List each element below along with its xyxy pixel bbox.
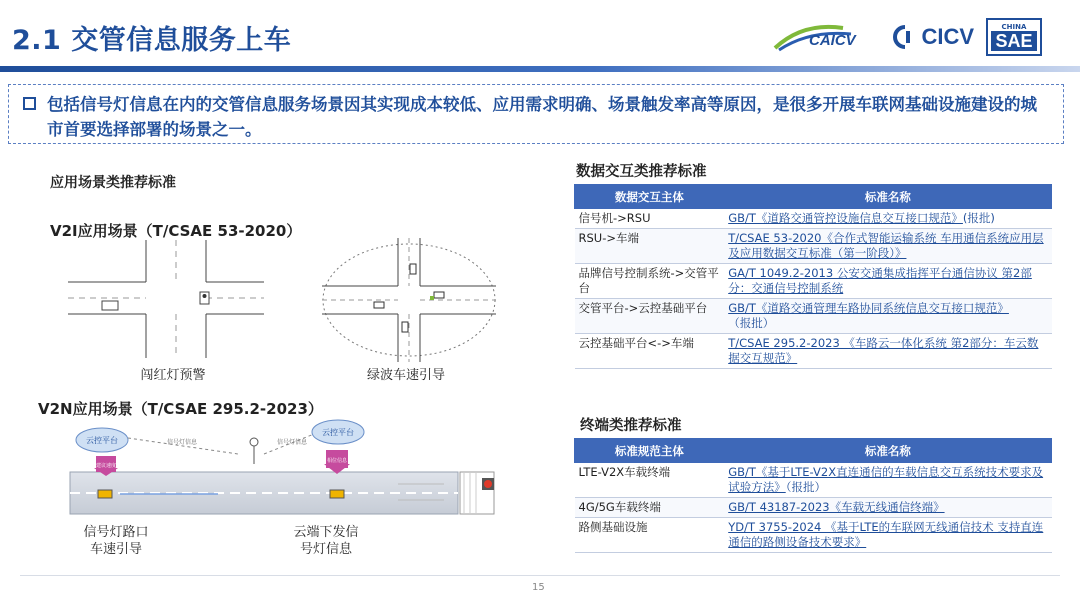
standard-cell — [724, 264, 1051, 299]
column-header: 数据交互主体 — [575, 185, 725, 209]
subject-cell: RSU->车端 — [575, 229, 725, 264]
subject-cell: 云控基础平台<->车端 — [575, 334, 725, 369]
standard-cell — [724, 518, 1051, 553]
data-standards-table — [574, 184, 1052, 369]
scene-caption: 云端下发信 号灯信息 — [293, 525, 359, 557]
svg-text:CAICV: CAICV — [809, 32, 857, 49]
application-standards-heading: 应用场景类推荐标准 — [50, 175, 176, 191]
table-row — [575, 463, 1052, 498]
subject-cell: 品牌信号控制系统->交管平台 — [575, 264, 725, 299]
scene-caption: 绿波车速引导 — [366, 368, 445, 383]
intro-callout — [8, 84, 1064, 144]
table-header-row — [575, 439, 1052, 463]
table-row — [575, 229, 1052, 264]
green-wave-diagram — [318, 238, 500, 362]
square-bullet-icon — [23, 97, 36, 110]
standard-cell — [724, 498, 1051, 518]
footer-divider — [20, 575, 1060, 576]
standard-cell — [724, 463, 1051, 498]
cloud-label-left: 云控平台 — [86, 436, 118, 445]
table-header-row — [575, 185, 1052, 209]
status-note: （报批） — [728, 316, 775, 330]
standard-cell — [724, 299, 1051, 334]
standard-link[interactable]: GB/T 43187-2023《车载无线通信终端》 — [728, 500, 945, 514]
terminal-standards-heading: 终端类推荐标准 — [580, 418, 682, 434]
v2i-heading: V2I应用场景（T/CSAE 53-2020） — [50, 222, 302, 240]
column-header: 标准名称 — [724, 185, 1051, 209]
signal-info-label-left: 信号灯信息 — [166, 439, 198, 446]
standard-link[interactable]: GA/T 1049.2-2013 公安交通集成指挥平台通信协议 第2部分：交通信号控制系统 — [728, 266, 1032, 295]
status-note: （报批） — [785, 480, 826, 494]
terminal-standards-table — [574, 438, 1052, 553]
china-sae-logo: CHINA SAE — [986, 18, 1042, 56]
standard-link[interactable]: GB/T《道路交通管理车路协同系统信息交互接口规范》 — [728, 301, 1009, 315]
intro-text: 包括信号灯信息在内的交管信息服务场景因其实现成本较低、应用需求明确、场景触发率高等原因，是很多开展车联网基础设施建设的城市首要选择部署的场景之一。 — [47, 95, 1037, 139]
subject-cell: LTE-V2X车载终端 — [575, 463, 725, 498]
table-row — [575, 518, 1052, 553]
table-row — [575, 498, 1052, 518]
scene-caption: 信号灯路口 车速引导 — [83, 525, 149, 557]
subject-cell: 交管平台->云控基础平台 — [575, 299, 725, 334]
status-note: (报批) — [962, 211, 995, 225]
page-title: 2.1 交管信息服务上车 — [12, 25, 292, 56]
cicv-mark-icon — [893, 25, 917, 49]
v2n-cloud-signal-diagram — [68, 418, 500, 520]
red-light-warning-diagram — [68, 240, 264, 358]
scene-caption: 闯红灯预警 — [140, 368, 206, 383]
header-divider-bar — [0, 66, 1080, 72]
signal-info-label-right: 信号灯信息 — [276, 439, 308, 446]
alert-label-left: 建议速度 — [95, 463, 117, 469]
cicv-logo: CICV — [893, 24, 974, 50]
standard-link[interactable]: GB/T《基于LTE-V2X直连通信的车载信息交互系统技术要求及试验方法》 — [728, 465, 1044, 494]
standard-cell — [724, 334, 1051, 369]
subject-cell: 4G/5G车载终端 — [575, 498, 725, 518]
standard-link[interactable]: T/CSAE 53-2020《合作式智能运输系统 车用通信系统应用层及应用数据交互标准（第一阶段）》 — [728, 231, 1044, 260]
table-row — [575, 334, 1052, 369]
table-row — [575, 264, 1052, 299]
standard-cell — [724, 229, 1051, 264]
standard-link[interactable]: GB/T《道路交通管控设施信息交互接口规范》 — [728, 211, 963, 225]
data-standards-heading: 数据交互类推荐标准 — [576, 164, 707, 180]
table-row — [575, 299, 1052, 334]
standard-link[interactable]: T/CSAE 295.2-2023 《车路云一体化系统 第2部分：车云数据交互规范》 — [728, 336, 1039, 365]
v2n-heading: V2N应用场景（T/CSAE 295.2-2023） — [38, 400, 323, 418]
page-number: 15 — [532, 582, 545, 593]
subject-cell: 信号机->RSU — [575, 209, 725, 229]
alert-label-right: 相位信息 — [326, 458, 348, 464]
subject-cell: 路侧基础设施 — [575, 518, 725, 553]
column-header: 标准规范主体 — [575, 439, 725, 463]
table-row — [575, 209, 1052, 229]
standard-cell — [724, 209, 1051, 229]
logo-group — [773, 18, 1042, 56]
standard-link[interactable]: YD/T 3755-2024 《基于LTE的车联网无线通信技术 支持直连通信的路侧设备技术要求》 — [728, 520, 1044, 549]
column-header: 标准名称 — [724, 439, 1051, 463]
caicv-logo — [773, 18, 881, 56]
cloud-label-right: 云控平台 — [322, 428, 354, 437]
